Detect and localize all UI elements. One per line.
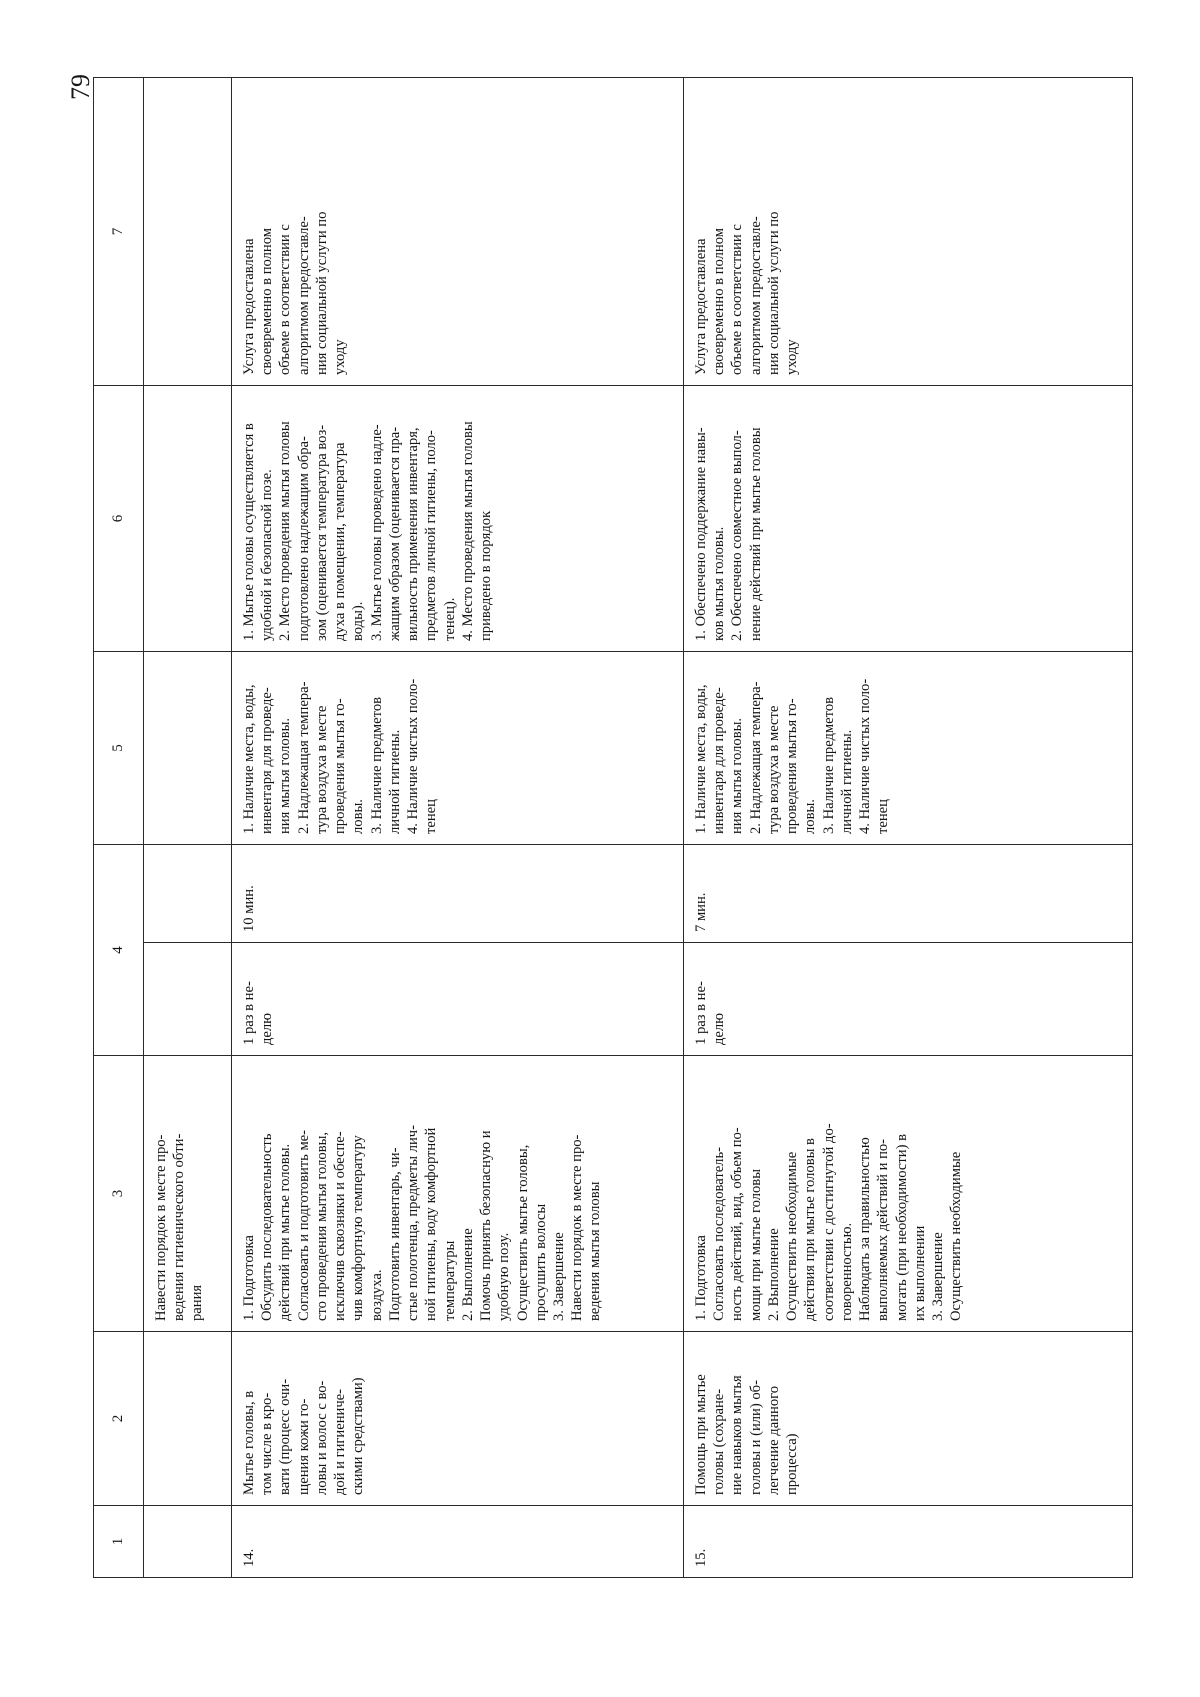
cont-cell-conditions: [144, 652, 232, 845]
text-line: сто проведения мытья головы,: [313, 1131, 330, 1321]
service-name-text: [692, 1338, 801, 1495]
text-line: могать (при необходимости) в: [893, 1134, 910, 1321]
header-col-4: 4: [94, 845, 144, 1056]
text-line: инвентаря для проведе-: [711, 687, 728, 834]
quality-text: [240, 392, 495, 641]
text-line: удобную позу.: [496, 1232, 513, 1321]
text-line: Осуществить мытье головы,: [514, 1144, 531, 1321]
text-line: выполняемых действий и по-: [875, 1138, 892, 1321]
text-line: проведения мытья го-: [332, 698, 349, 834]
text-line: делю: [711, 1012, 728, 1045]
quality-cell: [684, 386, 1133, 652]
cont-cell-frequency: [144, 943, 232, 1056]
text-line: 2. Надлежащая темпера-: [747, 681, 764, 834]
service-name-cell: [232, 1332, 684, 1506]
cont-cell-service: [144, 1332, 232, 1506]
text-line: инвентаря для проведе-: [259, 687, 276, 834]
text-line: мощи при мытье головы: [747, 1169, 764, 1321]
cont-cell-num: [144, 1506, 232, 1578]
text-line: Обсудить последовательность: [259, 1133, 276, 1321]
quality-text: [692, 392, 765, 641]
text-line: стые полотенца, предметы лич-: [405, 1125, 422, 1321]
text-line: предметов личной гигиены, поло-: [423, 430, 440, 641]
text-line: Услуга предоставлена: [241, 238, 257, 375]
text-line: щения кожи го-: [295, 1398, 312, 1495]
text-line: зом (оценивается температура воз-: [313, 424, 330, 641]
text-line: ков мытья головы.: [711, 526, 728, 641]
text-line: духа в помещении, температура: [332, 442, 349, 641]
text-line: говоренностью.: [838, 1222, 855, 1321]
text-line: соответствии с достигнутой до-: [820, 1123, 837, 1321]
continuation-row: [144, 78, 232, 1578]
text-line: Навести порядок в месте про-: [569, 1134, 586, 1321]
text-line: удобной и безопасной позе.: [259, 469, 276, 641]
text-line: личной гигиены.: [838, 729, 855, 834]
result-text: [692, 84, 801, 375]
text-line: тенец).: [441, 597, 458, 641]
text-line: просушить волосы: [532, 1203, 549, 1321]
text-line: проведения мытья го-: [784, 698, 801, 834]
text-line: 1. Подготовка: [693, 1235, 709, 1321]
text-line: объеме в соответствии с: [277, 224, 294, 375]
frequency-text: [692, 949, 728, 1045]
cont-procedure-text: [152, 1062, 207, 1321]
text-line: тенец: [423, 799, 440, 834]
text-line: Наблюдать за правильностью: [857, 1137, 874, 1321]
row-number: 15.: [684, 1506, 1133, 1578]
procedure-text: [240, 1062, 605, 1321]
text-line: делю: [259, 1012, 276, 1045]
text-line: нение действий при мытье головы: [747, 427, 764, 641]
text-line: 2. Место проведения мытья головы: [277, 421, 294, 641]
text-line: 4. Место проведения мытья головы: [459, 421, 476, 641]
cont-cell-procedure: [144, 1056, 232, 1332]
text-line: Помочь принять безопасную и: [478, 1130, 495, 1321]
frequency-cell: [232, 943, 684, 1056]
cont-cell-duration: [144, 845, 232, 943]
text-line: уходу: [332, 339, 349, 375]
procedure-cell: [232, 1056, 684, 1332]
text-line: личной гигиены.: [386, 729, 403, 834]
frequency-cell: [684, 943, 1133, 1056]
text-line: воды).: [350, 601, 367, 641]
text-line: Помощь при мытье: [693, 1374, 709, 1495]
text-line: воздуха.: [368, 1269, 385, 1321]
conditions-text: [240, 658, 441, 834]
quality-cell: [232, 386, 684, 652]
text-line: действий при мытье головы.: [277, 1143, 294, 1321]
text-line: 3. Завершение: [550, 1232, 567, 1321]
text-line: 1. Подготовка: [241, 1235, 257, 1321]
text-line: 3. Завершение: [930, 1232, 947, 1321]
text-line: ность действий, вид, объем по-: [729, 1127, 746, 1321]
result-cell: [232, 78, 684, 386]
text-line: тура воздуха в месте: [313, 705, 330, 834]
text-line: чив комфортную температуру: [350, 1135, 367, 1321]
cont-cell-quality: [144, 386, 232, 652]
cont-cell-result: [144, 78, 232, 386]
conditions-cell: [232, 652, 684, 845]
text-line: рания: [189, 1284, 206, 1321]
header-row: [94, 78, 144, 1578]
text-line: 2. Выполнение: [765, 1228, 782, 1321]
text-line: процесса): [784, 1433, 801, 1495]
header-col-2: 2: [94, 1332, 144, 1506]
text-line: 1 раз в не-: [693, 981, 709, 1045]
text-line: 4. Наличие чистых поло-: [405, 678, 422, 834]
text-line: головы и (или) об-: [747, 1380, 764, 1495]
services-table: [93, 77, 1133, 1578]
text-line: 2. Обеспечено совместное выпол-: [729, 430, 746, 641]
text-line: 2. Выполнение: [459, 1228, 476, 1321]
text-line: вати (процесс очи-: [277, 1378, 294, 1495]
table-row: [684, 78, 1133, 1578]
text-line: ведения мытья головы: [587, 1181, 604, 1321]
header-col-6: 6: [94, 386, 144, 652]
text-line: Согласовать и подготовить ме-: [295, 1129, 312, 1321]
text-line: Навести порядок в месте про-: [153, 1134, 169, 1321]
service-name-cell: [684, 1332, 1133, 1506]
rotated-table-wrapper: [93, 78, 1133, 1578]
procedure-text: [692, 1062, 966, 1321]
text-line: 1. Обеспечено поддержание навы-: [693, 427, 709, 641]
text-line: ния социальной услуги по: [313, 211, 330, 375]
conditions-text: [692, 658, 893, 834]
text-line: ловы.: [802, 799, 819, 834]
text-line: исключив сквозняки и обеспе-: [332, 1131, 349, 1321]
header-col-5: 5: [94, 652, 144, 845]
text-line: 1. Наличие места, воды,: [241, 684, 257, 834]
text-line: 1. Наличие места, воды,: [693, 684, 709, 834]
conditions-cell: [684, 652, 1133, 845]
text-line: скими средствами): [350, 1377, 367, 1495]
header-col-7: 7: [94, 78, 144, 386]
text-line: ния мытья головы.: [277, 717, 294, 834]
text-line: 3. Наличие предметов: [368, 696, 385, 834]
text-line: 4. Наличие чистых поло-: [857, 678, 874, 834]
text-line: Осуществить необходимые: [784, 1151, 801, 1321]
text-line: алгоритмом предоставле-: [295, 216, 312, 375]
result-text: [240, 84, 349, 375]
procedure-cell: [684, 1056, 1133, 1332]
text-line: головы (сохране-: [711, 1388, 728, 1495]
page-number: 79: [66, 74, 95, 100]
text-line: 1 раз в не-: [241, 981, 257, 1045]
frequency-text: [240, 949, 276, 1045]
text-line: уходу: [784, 339, 801, 375]
duration-cell: 7 мин.: [684, 845, 1133, 943]
header-col-3: 3: [94, 1056, 144, 1332]
text-line: тенец: [875, 799, 892, 834]
text-line: подготовлено надлежащим обра-: [295, 436, 312, 641]
text-line: приведено в порядок: [478, 510, 495, 641]
text-line: легчение данного: [765, 1385, 782, 1495]
text-line: ной гигиены, воду комфортной: [423, 1127, 440, 1321]
text-line: ния мытья головы.: [729, 717, 746, 834]
text-line: своевременно в полном: [711, 228, 728, 375]
text-line: вильность применения инвентаря,: [405, 427, 422, 641]
text-line: Осуществить необходимые: [948, 1151, 965, 1321]
text-line: Подготовить инвентарь, чи-: [386, 1147, 403, 1321]
result-cell: [684, 78, 1133, 386]
text-line: 3. Мытье головы проведено надле-: [368, 424, 385, 641]
text-line: действия при мытье головы в: [802, 1138, 819, 1321]
text-line: температуры: [441, 1240, 458, 1321]
text-line: объеме в соответствии с: [729, 224, 746, 375]
text-line: 2. Надлежащая темпера-: [295, 681, 312, 834]
header-col-1: 1: [94, 1506, 144, 1578]
table-row: [232, 78, 684, 1578]
text-line: тура воздуха в месте: [765, 705, 782, 834]
text-line: ведения гигиенического обти-: [171, 1133, 188, 1321]
text-line: ние навыков мытья: [729, 1375, 746, 1495]
text-line: том числе в кро-: [259, 1392, 276, 1495]
text-line: ния социальной услуги по: [765, 211, 782, 375]
text-line: жащим образом (оценивается пра-: [386, 426, 403, 641]
text-line: Согласовать последователь-: [711, 1147, 728, 1321]
text-line: 3. Наличие предметов: [820, 696, 837, 834]
text-line: их выполнении: [911, 1225, 928, 1321]
duration-cell: 10 мин.: [232, 845, 684, 943]
text-line: 1. Мытье головы осуществляется в: [241, 423, 257, 641]
text-line: Услуга предоставлена: [693, 238, 709, 375]
text-line: ловы.: [350, 799, 367, 834]
text-line: ловы и волос с во-: [313, 1380, 330, 1495]
text-line: Мытье головы, в: [241, 1390, 257, 1495]
row-number: 14.: [232, 1506, 684, 1578]
text-line: своевременно в полном: [259, 228, 276, 375]
service-name-text: [240, 1338, 368, 1495]
text-line: алгоритмом предоставле-: [747, 216, 764, 375]
text-line: дой и гигиениче-: [332, 1388, 349, 1495]
